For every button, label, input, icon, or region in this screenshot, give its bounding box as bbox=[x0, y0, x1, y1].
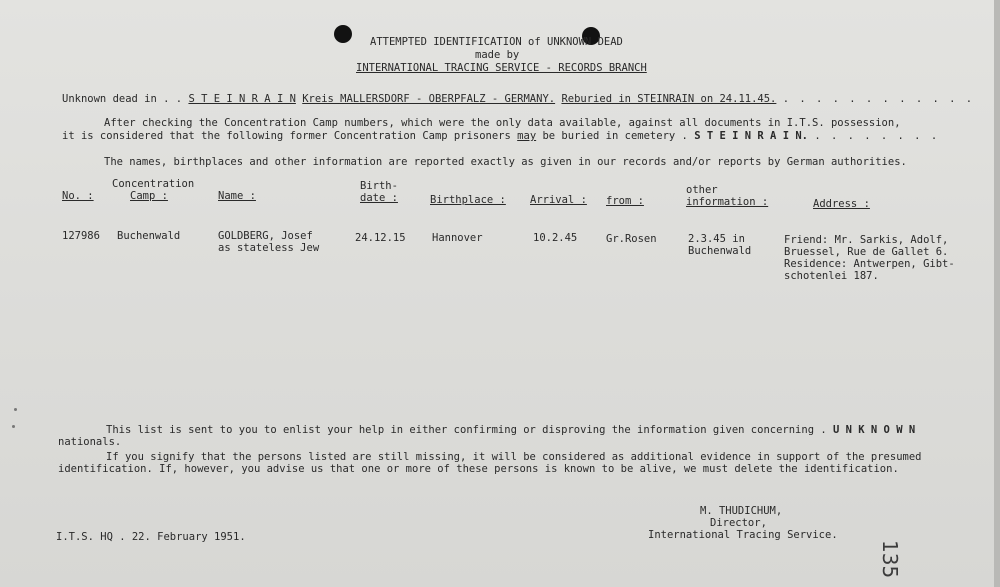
reburied-info: Reburied in STEINRAIN on 24.11.45. bbox=[561, 93, 777, 105]
header-birth-top: Birth- bbox=[360, 180, 398, 192]
header-other-bottom: information : bbox=[686, 196, 769, 208]
page-edge bbox=[994, 0, 1000, 587]
row-address-line4: schotenlei 187. bbox=[784, 270, 879, 282]
kreis-info: Kreis MALLERSDORF - OBERPFALZ - GERMANY. bbox=[302, 93, 556, 105]
row-from: Gr.Rosen bbox=[606, 233, 657, 245]
signatory-role: Director, bbox=[710, 517, 767, 529]
header-from: from : bbox=[606, 195, 644, 207]
row-arrival: 10.2.45 bbox=[533, 232, 578, 244]
punch-hole-left bbox=[334, 25, 352, 43]
header-address: Address : bbox=[813, 198, 870, 210]
row-camp: Buchenwald bbox=[117, 230, 181, 242]
row-name-line2: as stateless Jew bbox=[218, 242, 320, 254]
header-birthplace: Birthplace : bbox=[430, 194, 506, 206]
row-address-line3: Residence: Antwerpen, Gibt- bbox=[784, 258, 955, 270]
trailing-dots: . . . . . . . . . . . . bbox=[782, 93, 975, 105]
signify-line-1: If you signify that the persons listed are still missing, it will be considered as additional evidence in support of the presumed bbox=[106, 451, 922, 463]
cemetery-name: S T E I N R A I N. bbox=[694, 130, 808, 142]
row-other-line2: Buchenwald bbox=[688, 245, 752, 257]
enlist-text: This list is sent to you to enlist your help in either confirming or disproving the information given concerning . bbox=[106, 424, 827, 436]
header-camp-top: Concentration bbox=[112, 178, 195, 190]
made-by: made by bbox=[475, 49, 520, 61]
row-address-line1: Friend: Mr. Sarkis, Adolf, bbox=[784, 234, 949, 246]
row-no: 127986 bbox=[62, 230, 100, 242]
row-name-line1: GOLDBERG, Josef bbox=[218, 230, 313, 242]
header-arrival: Arrival : bbox=[530, 194, 587, 206]
row-address-line2: Bruessel, Rue de Gallet 6. bbox=[784, 246, 949, 258]
enlist-line-1 bbox=[106, 424, 915, 436]
checking-may: may bbox=[517, 130, 537, 142]
cemetery-dots: . . . . . . . . bbox=[814, 130, 940, 142]
header-name: Name : bbox=[218, 190, 256, 202]
document-title: ATTEMPTED IDENTIFICATION of UNKNOWN DEAD bbox=[370, 36, 623, 48]
unknown-nationals: U N K N O W N bbox=[832, 424, 916, 436]
checking-line-2 bbox=[62, 130, 939, 142]
branch-title: INTERNATIONAL TRACING SERVICE - RECORDS BRANCH bbox=[356, 62, 647, 74]
row-other-line1: 2.3.45 in bbox=[688, 233, 745, 245]
checking-line-2a: it is considered that the following former Concentration Camp prisoners bbox=[62, 130, 511, 142]
unknown-dead-line bbox=[62, 93, 974, 105]
checking-line-2b: be buried in cemetery . bbox=[542, 130, 688, 142]
row-birthplace: Hannover bbox=[432, 232, 483, 244]
place-name: S T E I N R A I N bbox=[188, 93, 296, 105]
header-camp-bottom: Camp : bbox=[130, 190, 168, 202]
header-birth-bottom: date : bbox=[360, 192, 398, 204]
names-note: The names, birthplaces and other information are reported exactly as given in our records and/or reports by German authorities. bbox=[104, 156, 907, 168]
header-no: No. : bbox=[62, 190, 94, 202]
sheet-number: 135 bbox=[878, 540, 902, 579]
place-date: I.T.S. HQ . 22. February 1951. bbox=[56, 531, 246, 543]
enlist-line-2: nationals. bbox=[58, 436, 122, 448]
row-birthdate: 24.12.15 bbox=[355, 232, 406, 244]
speck bbox=[12, 425, 15, 428]
signify-line-2: identification. If, however, you advise us that one or more of these persons is known to be alive, we must delete the identification. bbox=[58, 463, 899, 475]
speck bbox=[14, 408, 17, 411]
signatory-org: International Tracing Service. bbox=[648, 529, 838, 541]
unknown-dead-prefix: Unknown dead in . . bbox=[62, 93, 183, 105]
checking-line-1: After checking the Concentration Camp numbers, which were the only data available, against all documents in I.T.S. possession, bbox=[104, 117, 901, 129]
signatory-name: M. THUDICHUM, bbox=[700, 505, 783, 517]
header-other-top: other bbox=[686, 184, 718, 196]
